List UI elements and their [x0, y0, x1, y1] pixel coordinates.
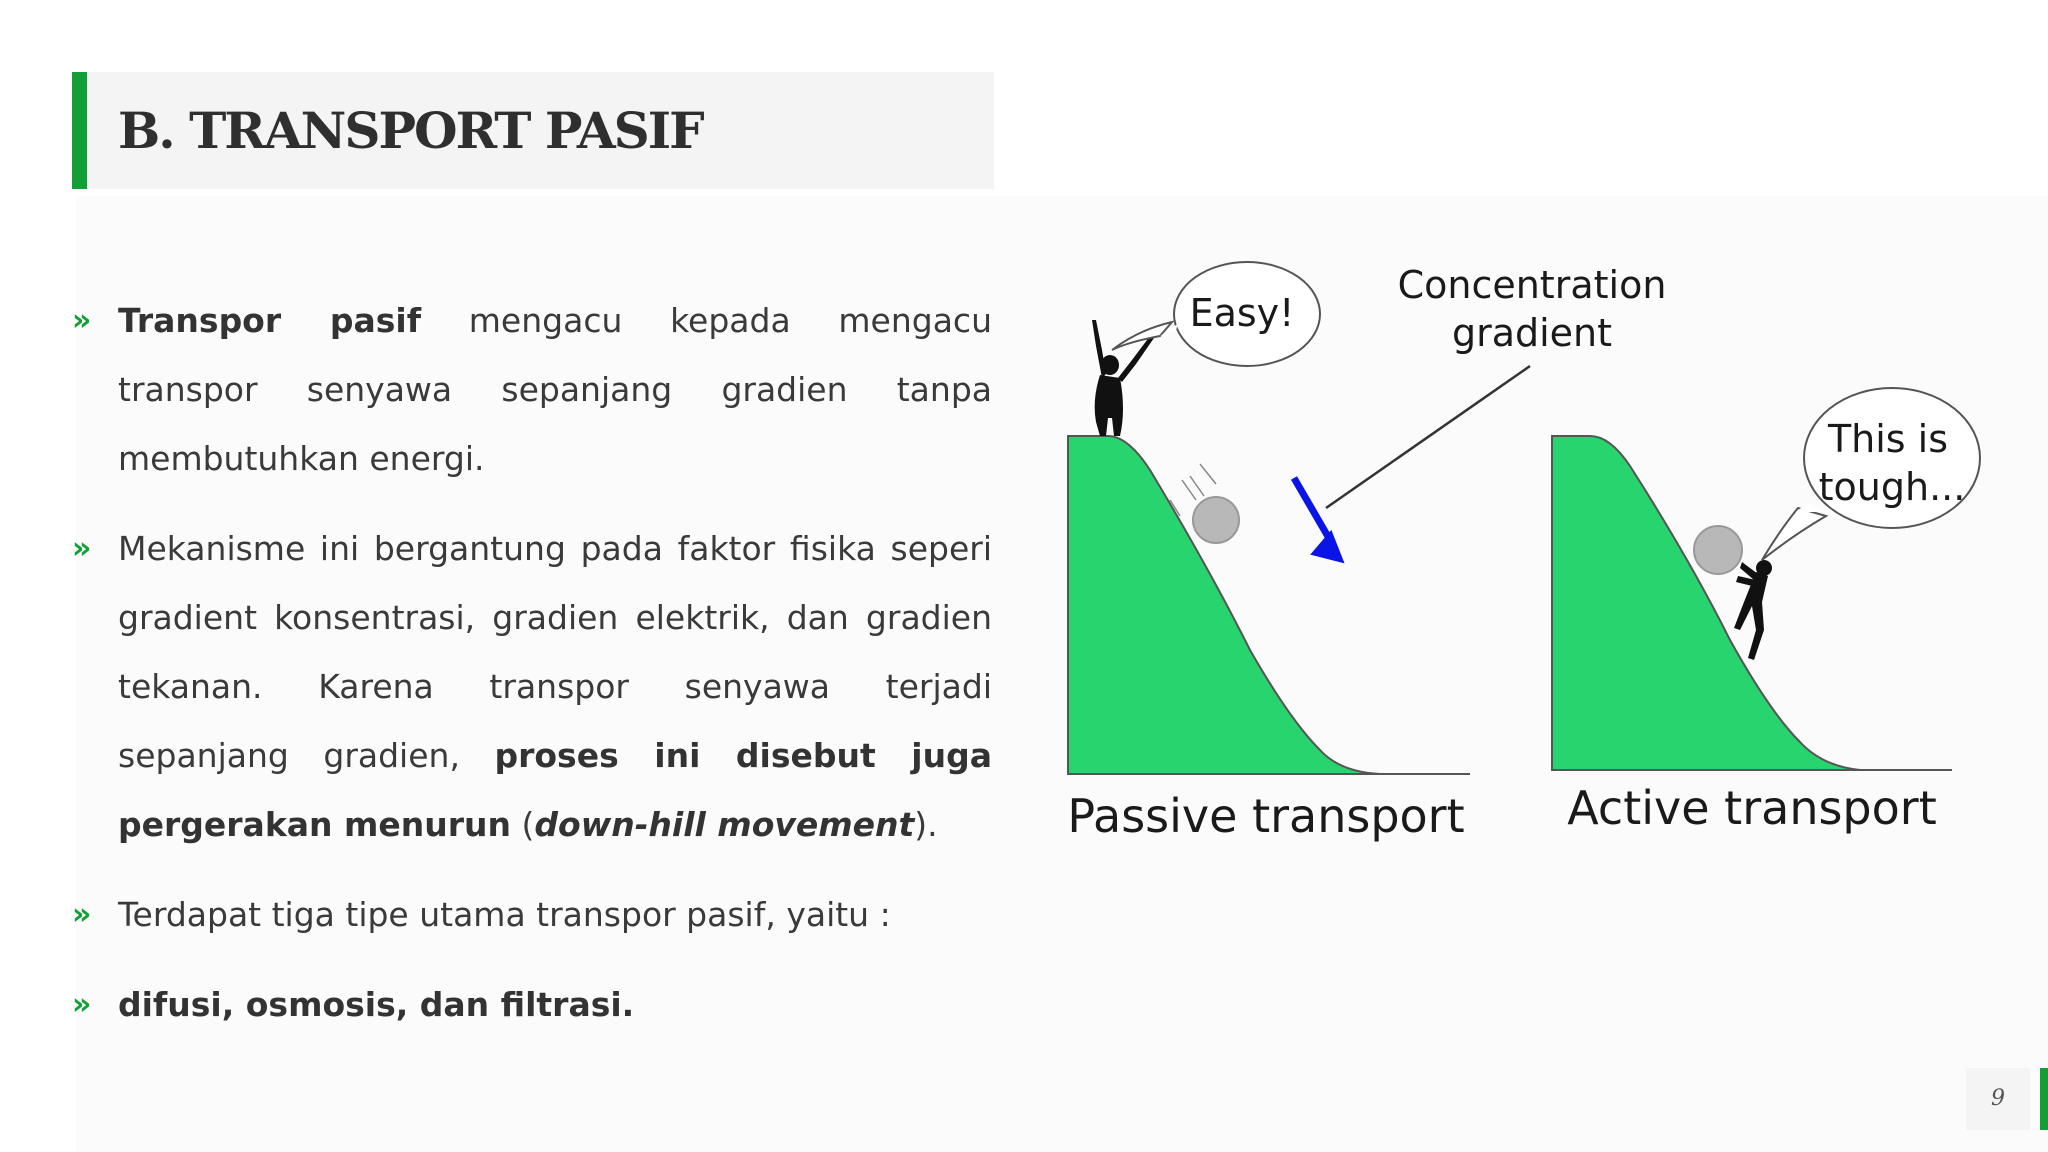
passive-hill	[1068, 436, 1470, 774]
list-item	[72, 514, 992, 859]
title-block	[72, 72, 994, 189]
list-item	[72, 880, 992, 949]
bullet-text: mengacu kepada mengacu transpor senyawa sepanjang gradien tanpa membutuhkan energi.	[118, 301, 992, 478]
bullet-marker-icon: »	[72, 303, 92, 338]
bullet-bold-text: proses ini disebut juga pergerakan menurun	[118, 736, 993, 844]
gradient-arrow-icon	[1294, 478, 1345, 565]
easy-label: Easy!	[1189, 291, 1295, 335]
bullet-paren-open: (	[511, 805, 535, 844]
bullet-list	[72, 286, 992, 1060]
concentration-label-line2: gradient	[1451, 311, 1613, 355]
tough-label-line2: tough...	[1818, 465, 1966, 509]
page-number: 9	[1966, 1068, 2030, 1130]
page-title: B. TRANSPORT PASIF	[118, 101, 703, 160]
page-number-accent-bar	[2040, 1068, 2048, 1130]
pushing-person-icon	[1734, 560, 1772, 660]
bullet-paren-close: ).	[914, 805, 938, 844]
pushed-ball-icon	[1694, 526, 1742, 574]
rolling-ball-icon	[1193, 497, 1239, 543]
bullet-bold-italic-text: down-hill movement	[534, 805, 915, 844]
list-item	[72, 970, 992, 1039]
bullet-text: Mekanisme ini bergantung pada faktor fisika seperi gradient konsentrasi, gradien elektrik, dan gradien tekanan. Karena transpor senyawa terjadi sepanjang gradien,	[118, 529, 992, 775]
title-accent-bar	[72, 72, 87, 189]
tough-label-line1: This is	[1827, 417, 1949, 461]
tough-speech-bubble	[1762, 388, 1980, 560]
bullet-marker-icon: »	[72, 987, 92, 1022]
bullet-marker-icon: »	[72, 897, 92, 932]
bullet-bold-text: difusi, osmosis, dan filtrasi.	[118, 985, 635, 1024]
list-item	[72, 286, 992, 493]
bullet-marker-icon: »	[72, 531, 92, 566]
active-transport-label: Active transport	[1567, 781, 1937, 835]
passive-transport-label: Passive transport	[1067, 789, 1465, 843]
concentration-pointer-line	[1326, 366, 1530, 508]
bullet-bold-text: Transpor pasif	[118, 301, 422, 340]
transport-illustration	[1040, 250, 2000, 870]
concentration-label-line1: Concentration	[1397, 263, 1667, 307]
bullet-text: Terdapat tiga tipe utama transpor pasif, yaitu :	[118, 895, 891, 934]
